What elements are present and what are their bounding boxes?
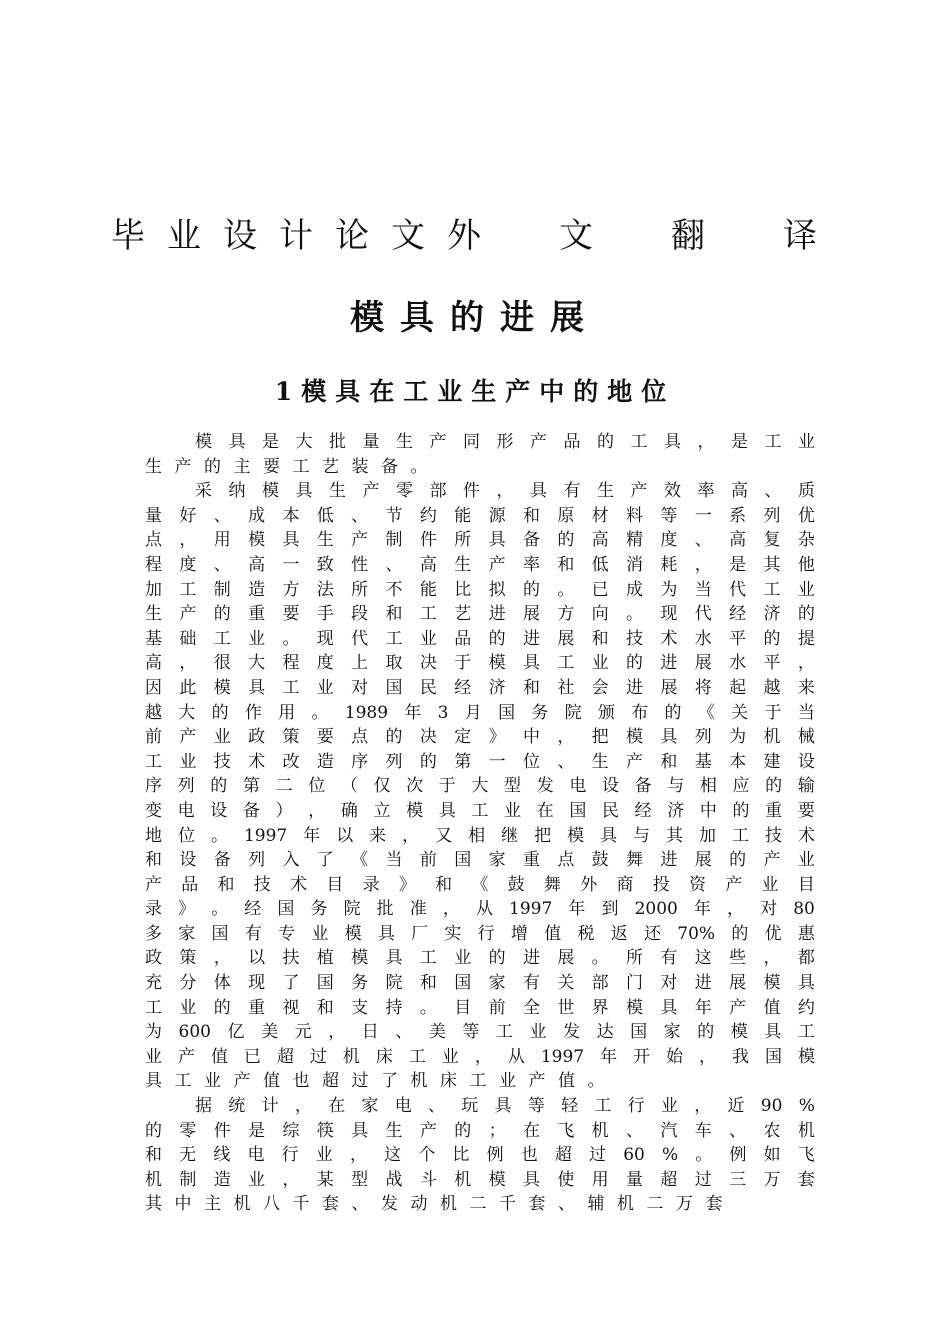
- text-line: 充 分 体 现 了 国 务 院 和 国 家 有 关 部 门 对 进 展 模 具: [145, 973, 815, 994]
- text-line: 点 ， 用 模 具 生 产 制 件 所 具 备 的 高 精 度 、 高 复 杂: [145, 530, 815, 551]
- text-line: 政 策 ， 以 扶 植 模 具 工 业 的 进 展 。 所 有 这 些 ， 都: [145, 948, 815, 969]
- text-line: 高 ， 很 大 程 度 上 取 决 于 模 具 工 业 的 进 展 水 平 ，: [145, 653, 815, 674]
- paragraph: [145, 1094, 815, 1217]
- text-line: 录 》 。 经 国 务 院 批 准 ， 从 1997 年 到 2000 年 ， 对 80: [145, 899, 815, 920]
- text-line: 产 品 和 技 术 目 录 》 和 《 鼓 舞 外 商 投 资 产 业 目: [145, 874, 815, 895]
- text-line: 其 中 主 机 八 千 套 、 发 动 机 二 千 套 、 辅 机 二 万 套: [145, 1194, 723, 1215]
- text-line: 的 零 件 是 综 筷 具 生 产 的 ； 在 飞 机 、 汽 车 、 农 机: [145, 1120, 815, 1141]
- text-line: 前 产 业 政 策 要 点 的 决 定 》 中 ， 把 模 具 列 为 机 械: [145, 727, 815, 748]
- text-line: 加 工 制 造 方 法 所 不 能 比 拟 的 。 已 成 为 当 代 工 业: [145, 579, 815, 600]
- text-line: 采 纳 模 具 生 产 零 部 件 ， 具 有 生 产 效 率 高 、 质: [195, 481, 815, 502]
- text-line: 据 统 计 ， 在 家 电 、 玩 具 等 轻 工 行 业 ， 近 90 %: [195, 1096, 815, 1117]
- text-line: 工 业 技 术 改 造 序 列 的 第 一 位 、 生 产 和 基 本 建 设: [145, 751, 815, 772]
- text-line: 和 设 备 列 入 了 《 当 前 国 家 重 点 鼓 舞 进 展 的 产 业: [145, 850, 815, 871]
- text-line: 生 产 的 主 要 工 艺 装 备 。: [145, 456, 428, 477]
- text-line: 工 业 的 重 视 和 支 持 。 目 前 全 世 界 模 具 年 产 值 约: [145, 997, 815, 1018]
- paragraph: [145, 430, 815, 479]
- page-title: 毕业设计论文外 文 翻 译: [111, 216, 839, 256]
- text-line: 具 工 业 产 值 也 超 过 了 机 床 工 业 产 值 。: [145, 1071, 605, 1092]
- text-line: 和 无 线 电 行 业 ， 这 个 比 例 也 超 过 60 % 。 例 如 飞: [145, 1145, 815, 1166]
- paragraph: [145, 479, 815, 1094]
- text-line: 序 列 的 第 二 位 （ 仅 次 于 大 型 发 电 设 备 与 相 应 的 输: [145, 776, 815, 797]
- text-line: 生 产 的 重 要 手 段 和 工 艺 进 展 方 向 。 现 代 经 济 的: [145, 604, 815, 625]
- text-line: 基 础 工 业 。 现 代 工 业 品 的 进 展 和 技 术 水 平 的 提: [145, 628, 815, 649]
- text-line: 多 家 国 有 专 业 模 具 厂 实 行 增 值 税 返 还 70% 的 优 惠: [145, 923, 815, 944]
- text-line: 程 度 、 高 一 致 性 、 高 生 产 率 和 低 消 耗 ， 是 其 他: [145, 554, 815, 575]
- text-line: 为 600 亿 美 元 ， 日 、 美 等 工 业 发 达 国 家 的 模 具 工: [145, 1022, 815, 1043]
- text-line: 变 电 设 备 ） ， 确 立 模 具 工 业 在 国 民 经 济 中 的 重 要: [145, 800, 815, 821]
- text-line: 业 产 值 已 超 过 机 床 工 业 ， 从 1997 年 开 始 ， 我 国 模: [145, 1046, 815, 1067]
- text-line: 因 此 模 具 工 业 对 国 民 经 济 和 社 会 进 展 将 起 越 来: [145, 677, 815, 698]
- body-text: [145, 430, 815, 1217]
- text-line: 机 制 造 业 ， 某 型 战 斗 机 模 具 使 用 量 超 过 三 万 套: [145, 1169, 815, 1190]
- article-title: 模具的进展: [350, 298, 600, 338]
- text-line: 地 位 。 1997 年 以 来 ， 又 相 继 把 模 具 与 其 加 工 技 术: [145, 825, 815, 846]
- section-heading: 1模具在工业生产中的地位: [274, 377, 676, 406]
- text-line: 越 大 的 作 用 。 1989 年 3 月 国 务 院 颁 布 的 《 关 于 当: [145, 702, 815, 723]
- text-line: 模 具 是 大 批 量 生 产 同 形 产 品 的 工 具 ， 是 工 业: [195, 432, 815, 452]
- text-line: 量 好 、 成 本 低 、 节 约 能 源 和 原 材 料 等 一 系 列 优: [145, 505, 815, 526]
